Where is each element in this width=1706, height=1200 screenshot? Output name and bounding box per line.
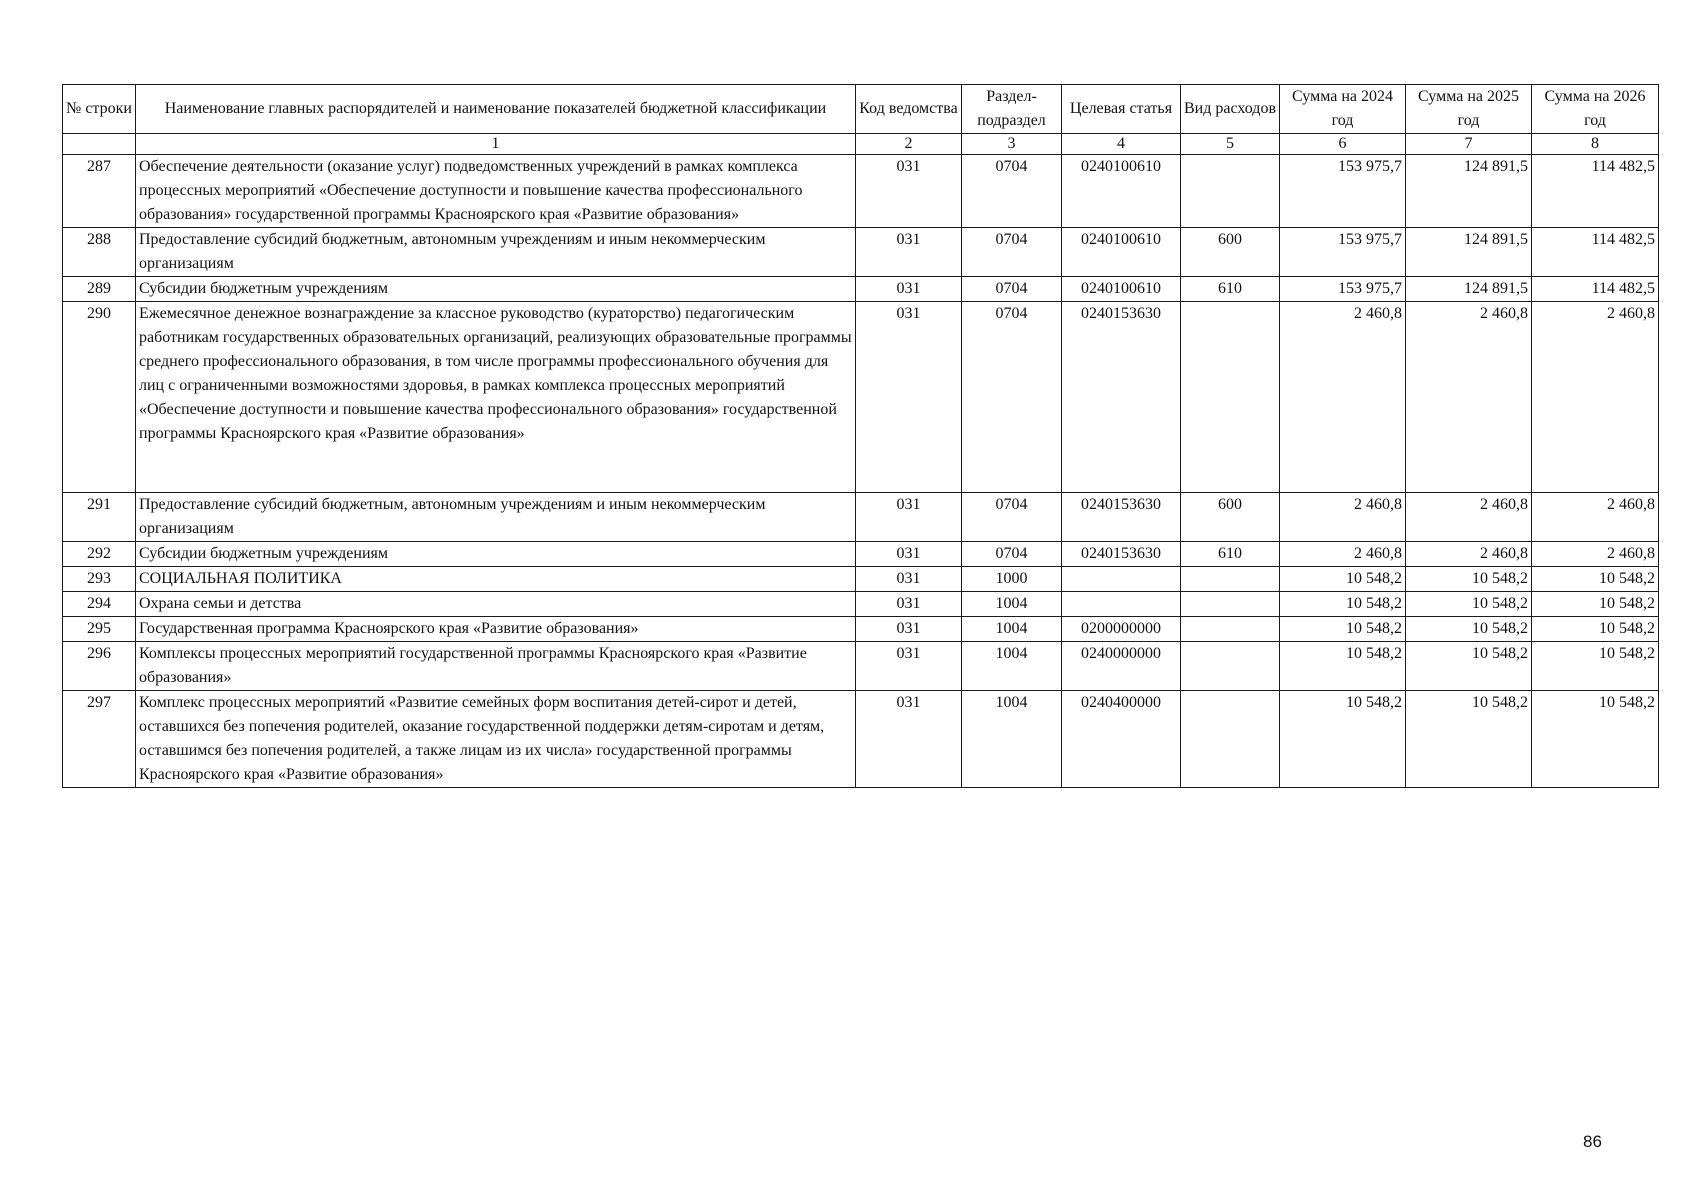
row-sum-2024: 153 975,7 <box>1280 155 1406 228</box>
row-sum-2026: 2 460,8 <box>1532 493 1659 542</box>
row-expense-type <box>1181 642 1280 691</box>
row-sum-2025: 124 891,5 <box>1406 228 1532 277</box>
row-name: Предоставление субсидий бюджетным, автономным учреждениям и иным некоммерческим организациям <box>136 228 856 277</box>
row-number: 297 <box>63 691 136 788</box>
row-number: 296 <box>63 642 136 691</box>
row-dept-code: 031 <box>856 155 962 228</box>
column-number: 4 <box>1062 134 1181 155</box>
row-sum-2026: 114 482,5 <box>1532 228 1659 277</box>
column-number: 8 <box>1532 134 1659 155</box>
table-row <box>63 302 1659 493</box>
row-sum-2025: 10 548,2 <box>1406 617 1532 642</box>
page-number: 86 <box>1583 1132 1602 1151</box>
row-dept-code: 031 <box>856 567 962 592</box>
header-row-number: № строки <box>63 85 136 134</box>
column-number: 7 <box>1406 134 1532 155</box>
row-name: Комплекс процессных мероприятий «Развитие семейных форм воспитания детей-сирот и детей, оставшихся без попечения родителей, оказание государственной поддержки детям-сиротам и детям, оставшимся без попечения родителей, а также лицам из их числа» государственной программы Красноярского края «Развитие образования» <box>136 691 856 788</box>
row-dept-code: 031 <box>856 493 962 542</box>
table-row <box>63 542 1659 567</box>
header-sum-2024: Сумма на 2024 год <box>1280 85 1406 134</box>
table-row <box>63 155 1659 228</box>
row-target: 0240400000 <box>1062 691 1181 788</box>
header-sum-2025: Сумма на 2025 год <box>1406 85 1532 134</box>
header-expense-type: Вид расходов <box>1181 85 1280 134</box>
row-name: Субсидии бюджетным учреждениям <box>136 277 856 302</box>
row-number: 290 <box>63 302 136 493</box>
budget-sheet <box>62 84 1658 788</box>
row-sum-2024: 10 548,2 <box>1280 617 1406 642</box>
row-name: Государственная программа Красноярского края «Развитие образования» <box>136 617 856 642</box>
column-number: 5 <box>1181 134 1280 155</box>
row-section: 1004 <box>962 617 1062 642</box>
row-sum-2025: 2 460,8 <box>1406 542 1532 567</box>
row-number: 294 <box>63 592 136 617</box>
row-sum-2024: 2 460,8 <box>1280 493 1406 542</box>
header-target: Целевая статья <box>1062 85 1181 134</box>
row-dept-code: 031 <box>856 592 962 617</box>
row-section: 1000 <box>962 567 1062 592</box>
row-expense-type <box>1181 617 1280 642</box>
header-section: Раздел-подраздел <box>962 85 1062 134</box>
row-number: 293 <box>63 567 136 592</box>
row-number: 295 <box>63 617 136 642</box>
row-sum-2024: 10 548,2 <box>1280 691 1406 788</box>
row-number: 292 <box>63 542 136 567</box>
row-sum-2024: 10 548,2 <box>1280 567 1406 592</box>
row-target: 0240000000 <box>1062 642 1181 691</box>
row-sum-2025: 10 548,2 <box>1406 567 1532 592</box>
row-number: 287 <box>63 155 136 228</box>
row-sum-2025: 10 548,2 <box>1406 642 1532 691</box>
row-sum-2024: 2 460,8 <box>1280 302 1406 493</box>
table-row <box>63 592 1659 617</box>
column-number: 3 <box>962 134 1062 155</box>
row-expense-type <box>1181 302 1280 493</box>
row-sum-2024: 153 975,7 <box>1280 228 1406 277</box>
row-target: 0240100610 <box>1062 277 1181 302</box>
table-row <box>63 691 1659 788</box>
row-name: Предоставление субсидий бюджетным, автономным учреждениям и иным некоммерческим организациям <box>136 493 856 542</box>
table-row <box>63 493 1659 542</box>
row-dept-code: 031 <box>856 691 962 788</box>
row-sum-2026: 2 460,8 <box>1532 542 1659 567</box>
column-number: 1 <box>136 134 856 155</box>
row-target: 0240100610 <box>1062 155 1181 228</box>
row-sum-2026: 10 548,2 <box>1532 567 1659 592</box>
column-number <box>63 134 136 155</box>
row-sum-2024: 10 548,2 <box>1280 592 1406 617</box>
row-section: 0704 <box>962 493 1062 542</box>
column-number: 2 <box>856 134 962 155</box>
row-section: 0704 <box>962 155 1062 228</box>
row-expense-type <box>1181 155 1280 228</box>
row-sum-2026: 10 548,2 <box>1532 592 1659 617</box>
row-dept-code: 031 <box>856 302 962 493</box>
row-dept-code: 031 <box>856 642 962 691</box>
row-sum-2024: 10 548,2 <box>1280 642 1406 691</box>
row-section: 0704 <box>962 542 1062 567</box>
row-name: Ежемесячное денежное вознаграждение за классное руководство (кураторство) педагогическим работникам государственных образовательных организаций, реализующих образовательные программы среднего профессионального образования, в том числе программы профессионального обучения для лиц с ограниченными возможностями здоровья, в рамках комплекса процессных мероприятий «Обеспечение доступности и повышение качества профессионального образования» государственной программы Красноярского края «Развитие образования» <box>136 302 856 493</box>
table-row <box>63 277 1659 302</box>
row-section: 0704 <box>962 277 1062 302</box>
table-row <box>63 617 1659 642</box>
row-target: 0240153630 <box>1062 302 1181 493</box>
row-dept-code: 031 <box>856 542 962 567</box>
row-sum-2026: 10 548,2 <box>1532 691 1659 788</box>
row-sum-2025: 10 548,2 <box>1406 592 1532 617</box>
row-section: 1004 <box>962 691 1062 788</box>
row-dept-code: 031 <box>856 617 962 642</box>
row-expense-type: 600 <box>1181 228 1280 277</box>
row-name: Охрана семьи и детства <box>136 592 856 617</box>
row-sum-2024: 153 975,7 <box>1280 277 1406 302</box>
header-sum-2026: Сумма на 2026 год <box>1532 85 1659 134</box>
row-dept-code: 031 <box>856 277 962 302</box>
column-number: 6 <box>1280 134 1406 155</box>
row-number: 288 <box>63 228 136 277</box>
row-expense-type <box>1181 567 1280 592</box>
row-target: 0240153630 <box>1062 542 1181 567</box>
row-expense-type: 610 <box>1181 542 1280 567</box>
row-expense-type: 600 <box>1181 493 1280 542</box>
budget-table <box>62 84 1659 788</box>
row-sum-2026: 114 482,5 <box>1532 155 1659 228</box>
row-sum-2025: 2 460,8 <box>1406 493 1532 542</box>
row-sum-2024: 2 460,8 <box>1280 542 1406 567</box>
row-name: Субсидии бюджетным учреждениям <box>136 542 856 567</box>
row-target <box>1062 567 1181 592</box>
row-section: 1004 <box>962 592 1062 617</box>
row-name: Обеспечение деятельности (оказание услуг) подведомственных учреждений в рамках комплекса процессных мероприятий «Обеспечение доступности и повышение качества профессионального образования» государственной программы Красноярского края «Развитие образования» <box>136 155 856 228</box>
header-row <box>63 85 1659 134</box>
row-sum-2025: 2 460,8 <box>1406 302 1532 493</box>
table-row <box>63 228 1659 277</box>
row-name: СОЦИАЛЬНАЯ ПОЛИТИКА <box>136 567 856 592</box>
header-dept-code: Код ведомства <box>856 85 962 134</box>
row-sum-2026: 2 460,8 <box>1532 302 1659 493</box>
header-name: Наименование главных распорядителей и наименование показателей бюджетной классификации <box>136 85 856 134</box>
row-sum-2026: 10 548,2 <box>1532 642 1659 691</box>
row-number: 289 <box>63 277 136 302</box>
row-sum-2026: 114 482,5 <box>1532 277 1659 302</box>
table-row <box>63 642 1659 691</box>
row-target: 0200000000 <box>1062 617 1181 642</box>
row-section: 1004 <box>962 642 1062 691</box>
row-sum-2025: 124 891,5 <box>1406 277 1532 302</box>
row-section: 0704 <box>962 302 1062 493</box>
row-section: 0704 <box>962 228 1062 277</box>
row-target: 0240153630 <box>1062 493 1181 542</box>
table-row <box>63 567 1659 592</box>
row-dept-code: 031 <box>856 228 962 277</box>
row-number: 291 <box>63 493 136 542</box>
row-expense-type: 610 <box>1181 277 1280 302</box>
row-target: 0240100610 <box>1062 228 1181 277</box>
row-name: Комплексы процессных мероприятий государственной программы Красноярского края «Развитие образования» <box>136 642 856 691</box>
row-expense-type <box>1181 592 1280 617</box>
row-sum-2025: 124 891,5 <box>1406 155 1532 228</box>
column-number-row <box>63 134 1659 155</box>
row-expense-type <box>1181 691 1280 788</box>
row-sum-2026: 10 548,2 <box>1532 617 1659 642</box>
row-target <box>1062 592 1181 617</box>
row-sum-2025: 10 548,2 <box>1406 691 1532 788</box>
